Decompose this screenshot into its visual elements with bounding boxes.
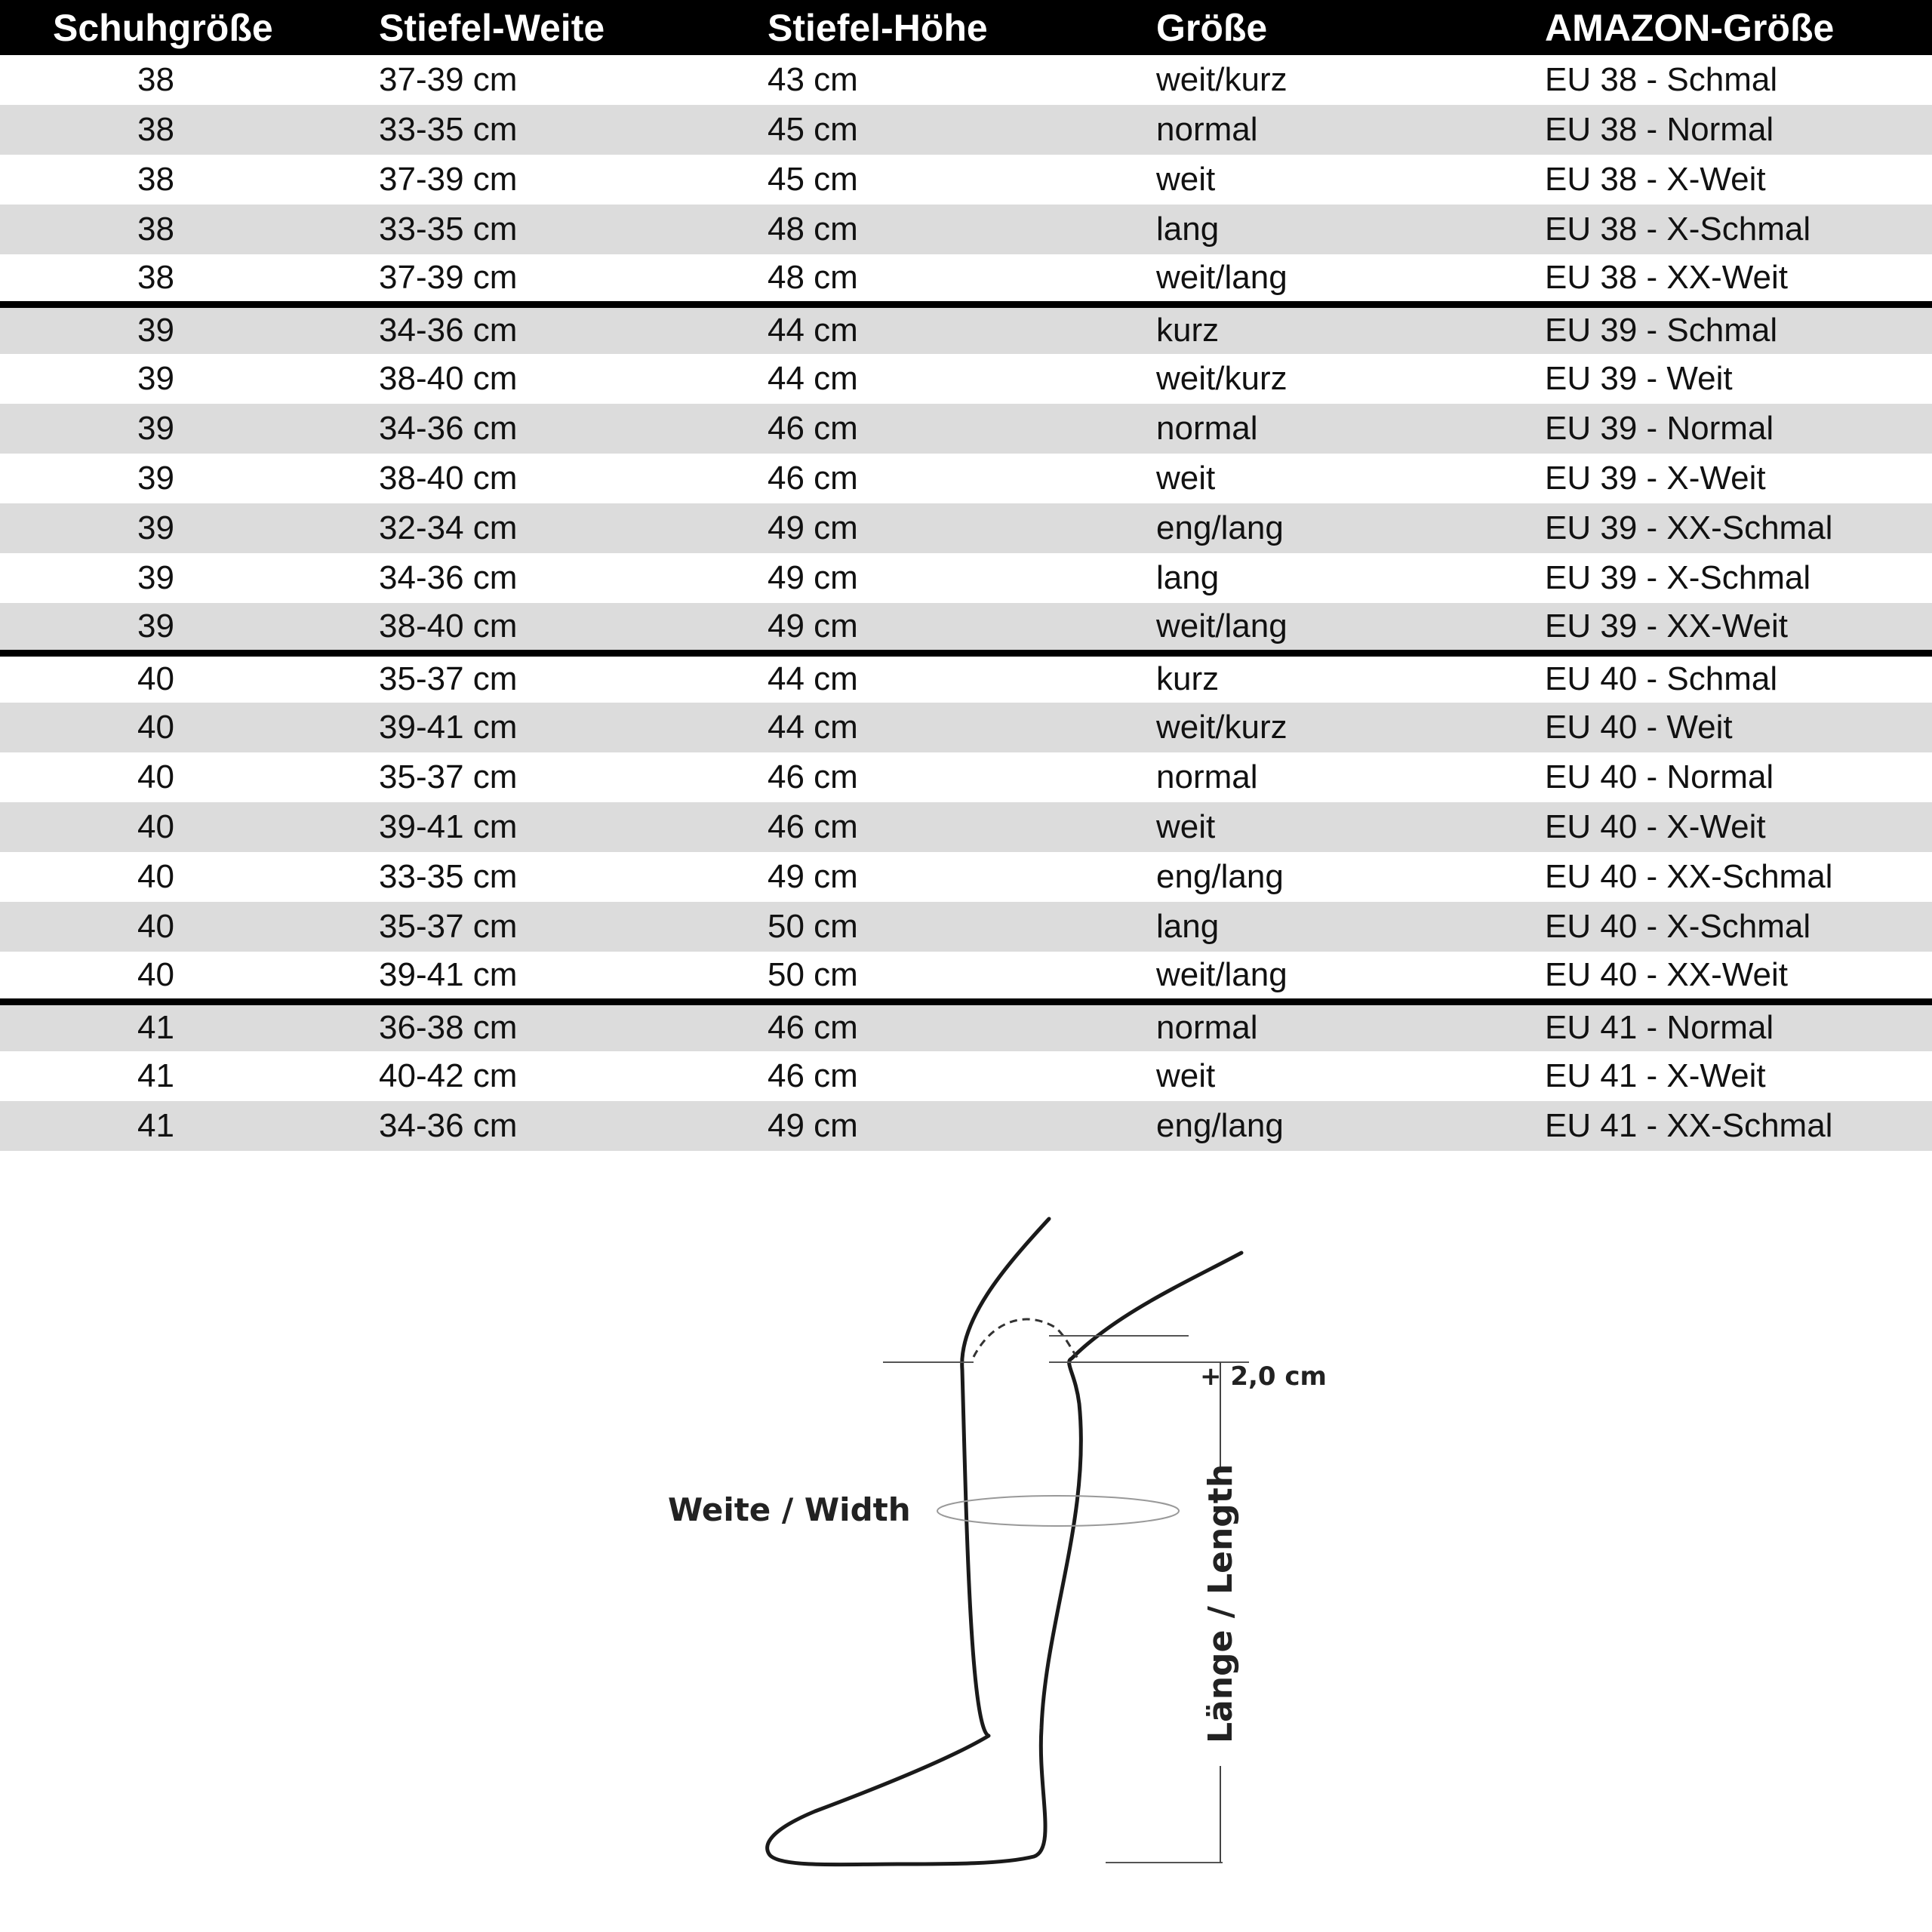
- table-row: [0, 902, 1932, 952]
- table-row: [0, 304, 1932, 354]
- cell-boot-height: 44 cm: [761, 653, 1150, 703]
- cell-boot-width: 35-37 cm: [379, 758, 518, 795]
- cell-size: kurz: [1150, 304, 1539, 354]
- cell-boot-width: 35-37 cm: [379, 908, 518, 945]
- cell-size: weit/lang: [1156, 607, 1287, 645]
- cell-amazon-size: EU 38 - Normal: [1545, 111, 1774, 148]
- cell-shoe-size: 38: [137, 161, 174, 198]
- cell-boot-width: 37-39 cm: [379, 161, 518, 198]
- cell-boot-height: 46 cm: [768, 1057, 858, 1094]
- cell-boot-height: 46 cm: [768, 758, 858, 795]
- cell-shoe-size: 39: [137, 559, 174, 596]
- cell-boot-width: 39-41 cm: [379, 955, 518, 993]
- header-shoe-size: Schuhgröße: [53, 6, 273, 49]
- length-label: Länge / Length: [1201, 1463, 1240, 1743]
- cell-boot-width: 34-36 cm: [379, 410, 518, 447]
- cell-boot-width: 38-40 cm: [379, 607, 518, 645]
- cell-size: weit: [1156, 1057, 1216, 1094]
- table-row: [0, 404, 1932, 454]
- cell-boot-width: 37-39 cm: [379, 258, 518, 296]
- cell-shoe-size: 38: [137, 61, 174, 98]
- cell-size: weit/lang: [1156, 258, 1287, 296]
- table-row: [0, 55, 1932, 105]
- cell-boot-width: 38-40 cm: [379, 360, 518, 397]
- cell-amazon-size: EU 39 - X-Weit: [1545, 460, 1766, 497]
- extra-height-label: + 2,0 cm: [1200, 1361, 1327, 1392]
- cell-amazon-size: EU 39 - XX-Schmal: [1545, 509, 1833, 546]
- cell-boot-height: 49 cm: [768, 607, 858, 645]
- table-row: [0, 105, 1932, 155]
- cell-amazon-size: EU 38 - X-Weit: [1545, 161, 1766, 198]
- cell-boot-height: 48 cm: [768, 211, 858, 248]
- boot-measurement-diagram: [649, 1200, 1343, 1879]
- cell-boot-width: 33-35 cm: [379, 211, 518, 248]
- cell-boot-width: 34-36 cm: [373, 304, 761, 354]
- cell-shoe-size: 40: [137, 955, 174, 993]
- cell-amazon-size: EU 38 - X-Schmal: [1545, 211, 1811, 248]
- table-row: [0, 653, 1932, 703]
- table-row: [0, 1051, 1932, 1101]
- cell-amazon-size: EU 39 - X-Schmal: [1545, 559, 1811, 596]
- table-body: [0, 55, 1932, 1151]
- cell-shoe-size: 40: [137, 808, 174, 845]
- cell-amazon-size: EU 40 - XX-Weit: [1545, 955, 1788, 993]
- cell-boot-width: 32-34 cm: [379, 509, 518, 546]
- cell-boot-height: 48 cm: [768, 258, 858, 296]
- cell-boot-height: 45 cm: [768, 111, 858, 148]
- cell-size: kurz: [1150, 653, 1539, 703]
- table-row: [0, 205, 1932, 254]
- cell-amazon-size: EU 39 - Schmal: [1539, 304, 1932, 354]
- cell-size: weit/kurz: [1156, 709, 1287, 746]
- cell-shoe-size: 39: [137, 360, 174, 397]
- cell-boot-width: 37-39 cm: [379, 61, 518, 98]
- cell-amazon-size: EU 40 - X-Weit: [1545, 808, 1766, 845]
- cell-shoe-size: 39: [0, 304, 373, 354]
- table-row: [0, 155, 1932, 205]
- cell-amazon-size: EU 41 - XX-Schmal: [1545, 1107, 1833, 1144]
- header-size: Größe: [1156, 6, 1268, 49]
- cell-shoe-size: 39: [137, 460, 174, 497]
- cell-size: lang: [1156, 559, 1220, 596]
- cell-size: normal: [1156, 410, 1258, 447]
- cell-size: weit/kurz: [1156, 61, 1287, 98]
- cell-boot-width: 39-41 cm: [379, 709, 518, 746]
- cell-boot-height: 43 cm: [768, 61, 858, 98]
- cell-size: weit/lang: [1156, 955, 1287, 993]
- cell-amazon-size: EU 39 - XX-Weit: [1545, 607, 1788, 645]
- cell-shoe-size: 38: [137, 211, 174, 248]
- cell-size: weit: [1156, 460, 1216, 497]
- table-row: [0, 752, 1932, 802]
- cell-boot-width: 36-38 cm: [373, 1001, 761, 1051]
- cell-boot-width: 39-41 cm: [379, 808, 518, 845]
- cell-boot-width: 34-36 cm: [379, 559, 518, 596]
- cell-size: normal: [1150, 1001, 1539, 1051]
- cell-boot-width: 40-42 cm: [379, 1057, 518, 1094]
- cell-size: eng/lang: [1156, 1107, 1284, 1144]
- cell-shoe-size: 41: [137, 1107, 174, 1144]
- cell-size: weit: [1156, 808, 1216, 845]
- table-row: [0, 703, 1932, 752]
- cell-boot-height: 50 cm: [768, 908, 858, 945]
- cell-shoe-size: 38: [137, 111, 174, 148]
- cell-boot-height: 46 cm: [768, 808, 858, 845]
- table-row: [0, 254, 1932, 304]
- cell-boot-width: 33-35 cm: [379, 111, 518, 148]
- cell-amazon-size: EU 40 - Normal: [1545, 758, 1774, 795]
- cell-boot-height: 46 cm: [768, 460, 858, 497]
- cell-boot-width: 35-37 cm: [373, 653, 761, 703]
- cell-boot-height: 44 cm: [768, 360, 858, 397]
- cell-shoe-size: 41: [137, 1057, 174, 1094]
- cell-shoe-size: 40: [0, 653, 373, 703]
- header-boot-height: Stiefel-Höhe: [768, 6, 988, 49]
- cell-amazon-size: EU 41 - X-Weit: [1545, 1057, 1766, 1094]
- cell-size: lang: [1156, 908, 1220, 945]
- cell-shoe-size: 40: [137, 908, 174, 945]
- cell-boot-height: 46 cm: [761, 1001, 1150, 1051]
- cell-shoe-size: 40: [137, 758, 174, 795]
- cell-boot-height: 49 cm: [768, 858, 858, 895]
- knee-bump-dashed: [974, 1319, 1079, 1360]
- cell-size: eng/lang: [1156, 858, 1284, 895]
- boot-outline: [768, 1219, 1241, 1865]
- cell-shoe-size: 40: [137, 858, 174, 895]
- width-label: Weite / Width: [668, 1491, 911, 1528]
- cell-amazon-size: EU 40 - X-Schmal: [1545, 908, 1811, 945]
- cell-size: weit/kurz: [1156, 360, 1287, 397]
- table-row: [0, 503, 1932, 553]
- cell-boot-height: 44 cm: [768, 709, 858, 746]
- header-boot-width: Stiefel-Weite: [379, 6, 605, 49]
- table-row: [0, 802, 1932, 852]
- cell-boot-height: 46 cm: [768, 410, 858, 447]
- table-row: [0, 952, 1932, 1001]
- cell-shoe-size: 39: [137, 607, 174, 645]
- cell-shoe-size: 38: [137, 258, 174, 296]
- cell-boot-width: 38-40 cm: [379, 460, 518, 497]
- header-amazon-size: AMAZON-Größe: [1545, 6, 1835, 49]
- cell-shoe-size: 41: [0, 1001, 373, 1051]
- cell-boot-width: 34-36 cm: [379, 1107, 518, 1144]
- cell-amazon-size: EU 39 - Normal: [1545, 410, 1774, 447]
- cell-amazon-size: EU 39 - Weit: [1545, 360, 1733, 397]
- table-row: [0, 852, 1932, 902]
- cell-amazon-size: EU 40 - Weit: [1545, 709, 1733, 746]
- cell-size: normal: [1156, 758, 1258, 795]
- table-row: [0, 1001, 1932, 1051]
- cell-size: weit: [1156, 161, 1216, 198]
- cell-amazon-size: EU 41 - Normal: [1539, 1001, 1932, 1051]
- cell-size: lang: [1156, 211, 1220, 248]
- cell-amazon-size: EU 38 - Schmal: [1545, 61, 1778, 98]
- cell-shoe-size: 39: [137, 509, 174, 546]
- cell-amazon-size: EU 38 - XX-Weit: [1545, 258, 1788, 296]
- cell-shoe-size: 40: [137, 709, 174, 746]
- cell-boot-height: 49 cm: [768, 559, 858, 596]
- cell-boot-height: 44 cm: [761, 304, 1150, 354]
- table-row: [0, 354, 1932, 404]
- table-row: [0, 553, 1932, 603]
- cell-amazon-size: EU 40 - XX-Schmal: [1545, 858, 1833, 895]
- width-ellipse: [937, 1496, 1179, 1526]
- cell-shoe-size: 39: [137, 410, 174, 447]
- cell-boot-width: 33-35 cm: [379, 858, 518, 895]
- cell-boot-height: 49 cm: [768, 1107, 858, 1144]
- cell-boot-height: 50 cm: [768, 955, 858, 993]
- cell-amazon-size: EU 40 - Schmal: [1539, 653, 1932, 703]
- table-row: [0, 603, 1932, 653]
- table-header-row: [0, 0, 1932, 55]
- table-row: [0, 1101, 1932, 1151]
- cell-size: eng/lang: [1156, 509, 1284, 546]
- cell-boot-height: 49 cm: [768, 509, 858, 546]
- cell-boot-height: 45 cm: [768, 161, 858, 198]
- table-row: [0, 454, 1932, 503]
- cell-size: normal: [1156, 111, 1258, 148]
